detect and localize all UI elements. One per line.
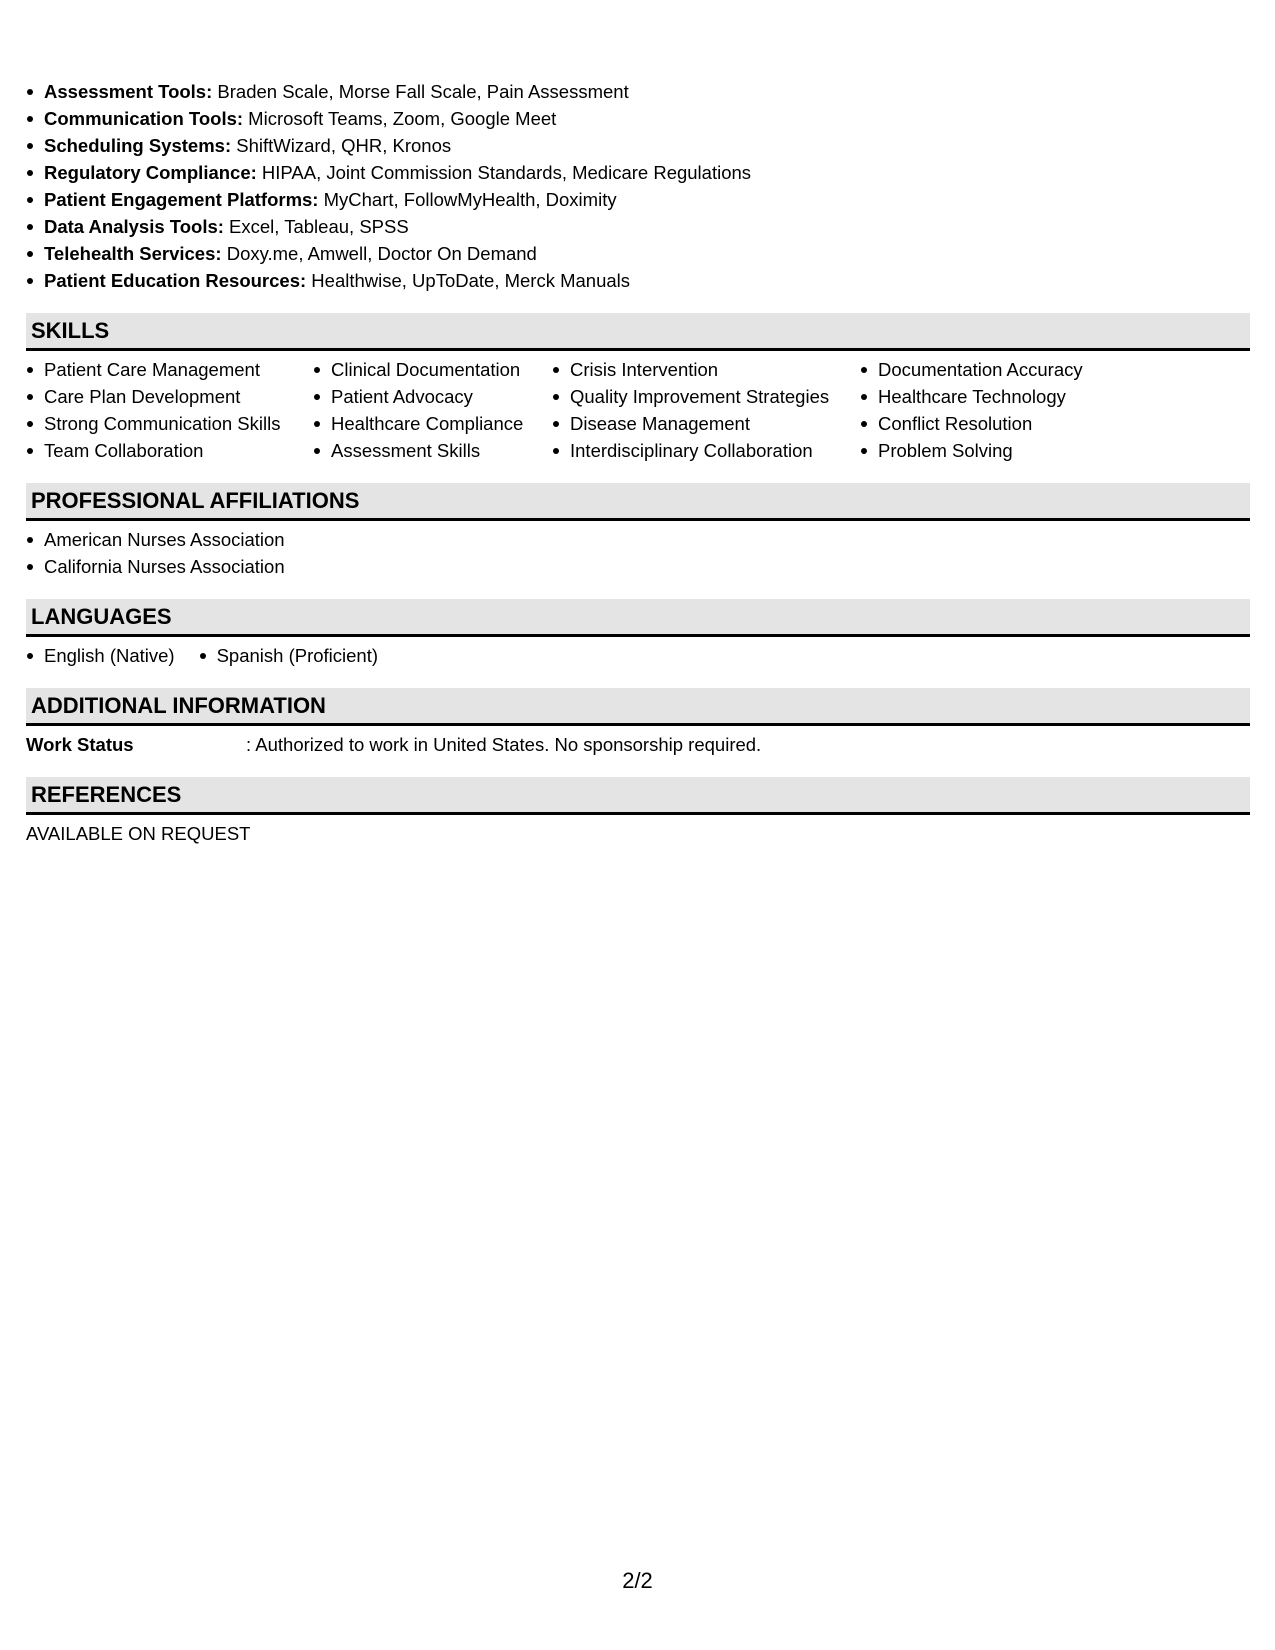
- skill-item: Problem Solving: [860, 437, 1160, 464]
- list-item: California Nurses Association: [26, 553, 1250, 580]
- tool-label: Patient Education Resources:: [44, 270, 307, 291]
- skill-item: Care Plan Development: [26, 383, 313, 410]
- skill-item: Team Collaboration: [26, 437, 313, 464]
- languages-list: [26, 642, 1250, 669]
- skill-item: Assessment Skills: [313, 437, 552, 464]
- skill-item: Disease Management: [552, 410, 860, 437]
- work-status-value: : Authorized to work in United States. No sponsorship required.: [246, 734, 762, 755]
- skill-item: Crisis Intervention: [552, 356, 860, 383]
- tools-list: [26, 78, 1250, 294]
- references-heading: REFERENCES: [26, 777, 1250, 815]
- tool-value: Healthwise, UpToDate, Merck Manuals: [306, 270, 631, 291]
- work-status-row: [26, 731, 1250, 758]
- skill-item: Strong Communication Skills: [26, 410, 313, 437]
- list-item: [26, 132, 1250, 159]
- skill-item: Healthcare Compliance: [313, 410, 552, 437]
- list-item: [26, 240, 1250, 267]
- list-item: [26, 159, 1250, 186]
- list-item: [26, 267, 1250, 294]
- tool-label: Telehealth Services:: [44, 243, 222, 264]
- affiliations-list: [26, 526, 1250, 580]
- list-item: Spanish (Proficient): [199, 642, 378, 669]
- skills-column: [552, 356, 860, 464]
- tool-label: Data Analysis Tools:: [44, 216, 224, 237]
- tool-label: Communication Tools:: [44, 108, 244, 129]
- skills-column: [313, 356, 552, 464]
- resume-page: [26, 78, 1250, 847]
- tool-label: Assessment Tools:: [44, 81, 213, 102]
- page-number: 2/2: [622, 1568, 653, 1593]
- tool-value: Microsoft Teams, Zoom, Google Meet: [243, 108, 557, 129]
- skills-heading: SKILLS: [26, 313, 1250, 351]
- list-item: English (Native): [26, 642, 175, 669]
- tool-label: Patient Engagement Platforms:: [44, 189, 319, 210]
- tool-label: Scheduling Systems:: [44, 135, 232, 156]
- skill-item: Interdisciplinary Collaboration: [552, 437, 860, 464]
- skill-item: Healthcare Technology: [860, 383, 1160, 410]
- tool-value: Doxy.me, Amwell, Doctor On Demand: [221, 243, 537, 264]
- skills-column: [26, 356, 313, 464]
- tool-value: MyChart, FollowMyHealth, Doximity: [318, 189, 617, 210]
- languages-heading: LANGUAGES: [26, 599, 1250, 637]
- tool-label: Regulatory Compliance:: [44, 162, 257, 183]
- list-item: American Nurses Association: [26, 526, 1250, 553]
- skill-item: Conflict Resolution: [860, 410, 1160, 437]
- references-text: AVAILABLE ON REQUEST: [26, 823, 251, 844]
- tool-value: Excel, Tableau, SPSS: [223, 216, 409, 237]
- list-item: [26, 78, 1250, 105]
- tool-value: Braden Scale, Morse Fall Scale, Pain Assessment: [212, 81, 629, 102]
- additional-info-heading: ADDITIONAL INFORMATION: [26, 688, 1250, 726]
- tool-value: HIPAA, Joint Commission Standards, Medicare Regulations: [256, 162, 752, 183]
- tool-value: ShiftWizard, QHR, Kronos: [231, 135, 452, 156]
- skill-item: Quality Improvement Strategies: [552, 383, 860, 410]
- skill-item: Patient Advocacy: [313, 383, 552, 410]
- list-item: [26, 105, 1250, 132]
- skills-column: [860, 356, 1160, 464]
- skill-item: Documentation Accuracy: [860, 356, 1160, 383]
- affiliations-heading: PROFESSIONAL AFFILIATIONS: [26, 483, 1250, 521]
- list-item: [26, 186, 1250, 213]
- skills-grid: [26, 356, 1250, 464]
- skill-item: Patient Care Management: [26, 356, 313, 383]
- list-item: [26, 213, 1250, 240]
- skill-item: Clinical Documentation: [313, 356, 552, 383]
- work-status-label: Work Status: [26, 734, 134, 755]
